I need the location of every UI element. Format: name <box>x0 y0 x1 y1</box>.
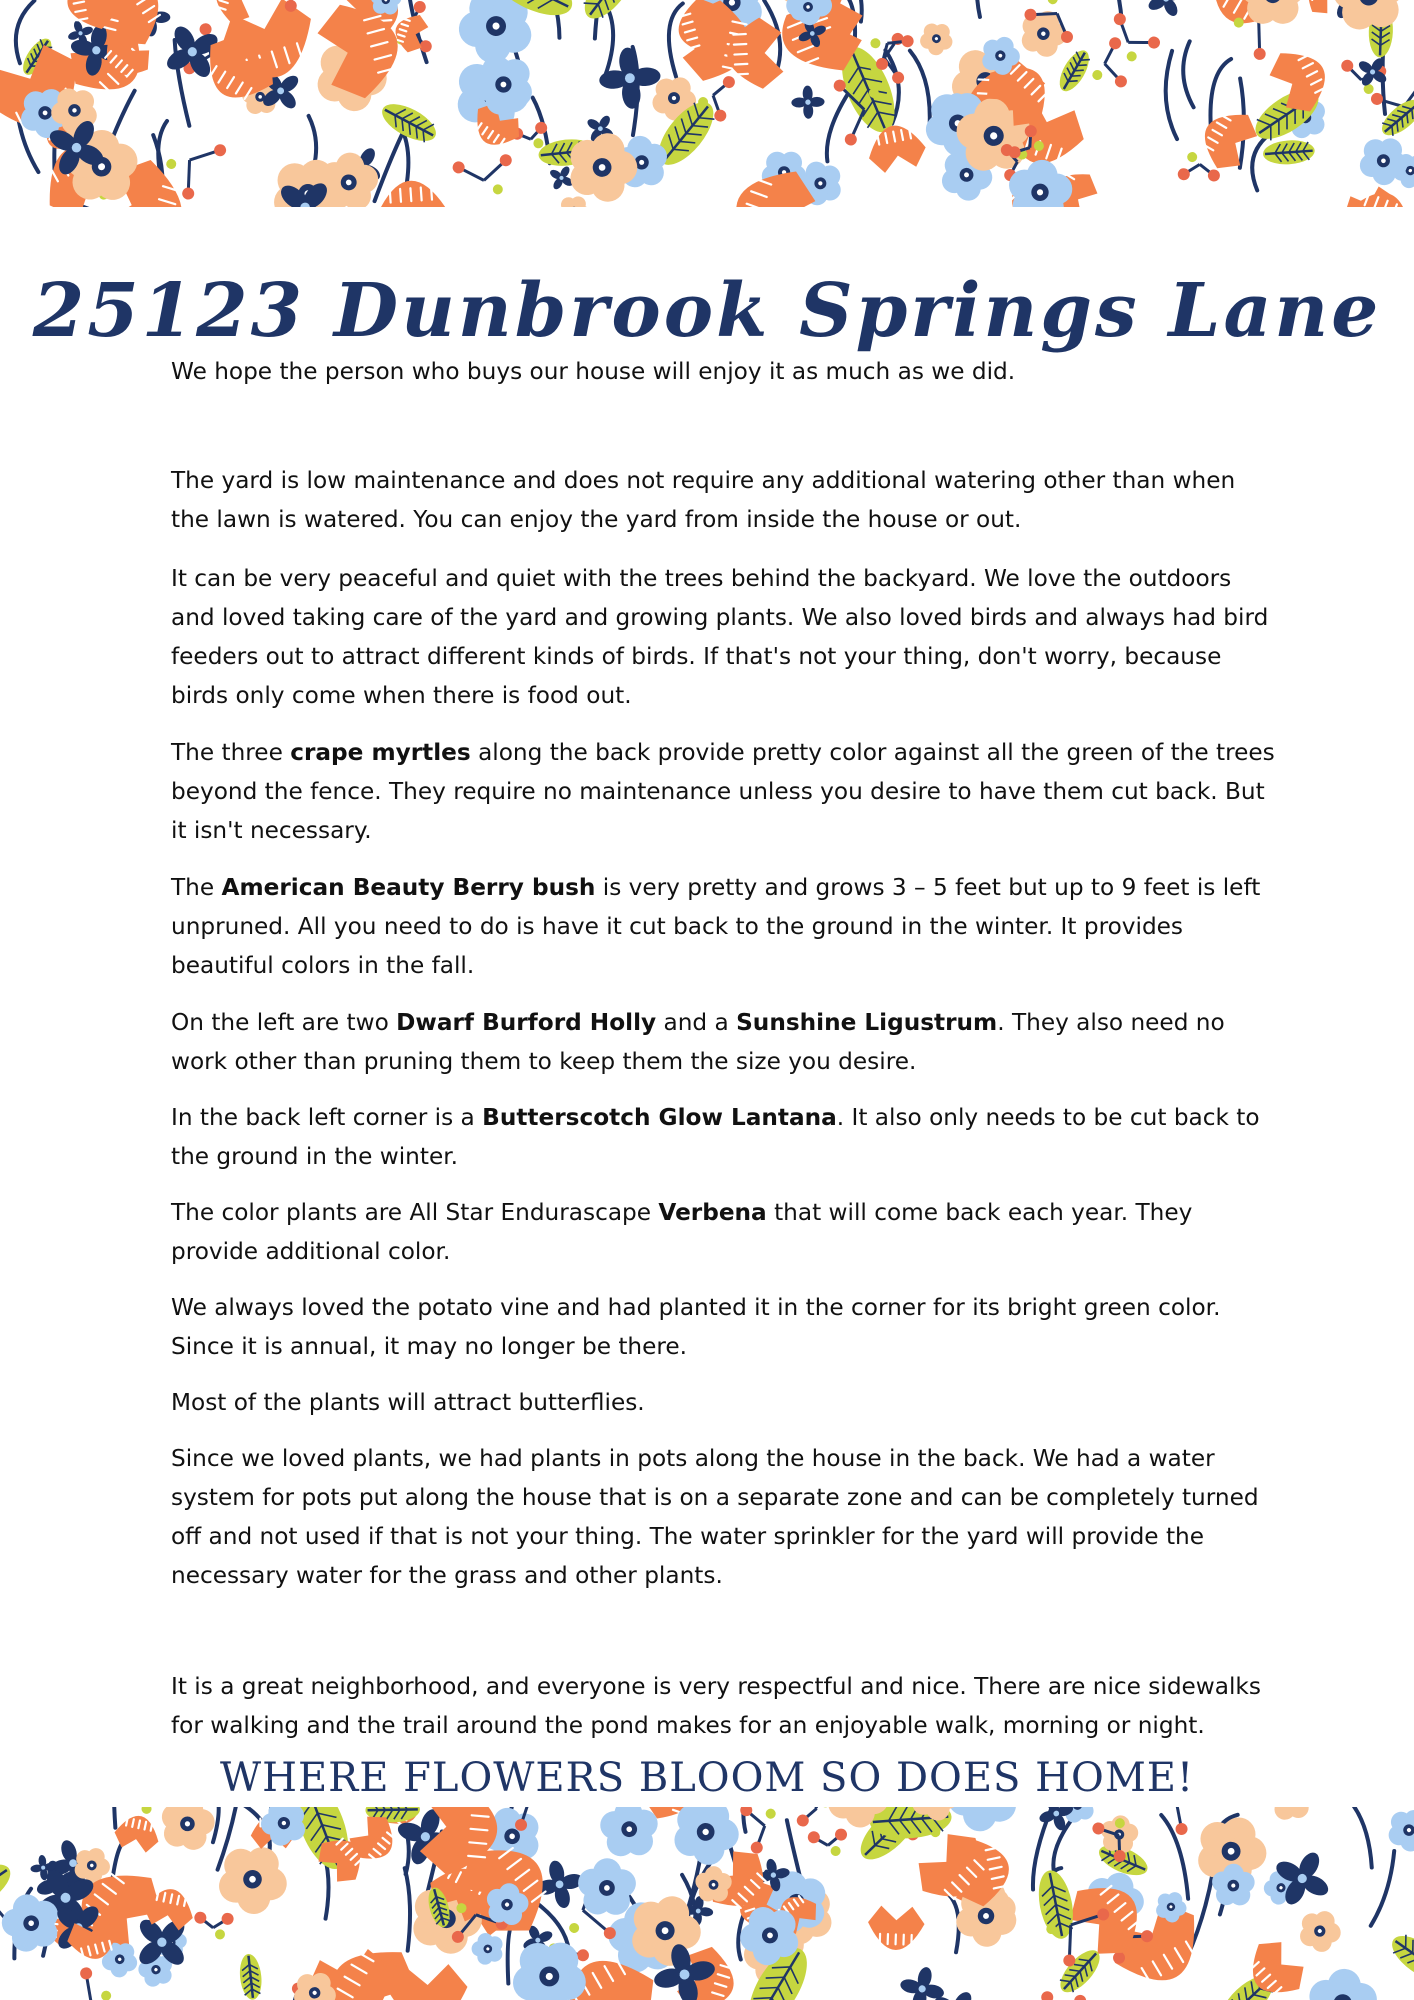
text-run: The three <box>171 739 291 767</box>
text-run: The <box>171 874 222 902</box>
paragraph-intro <box>171 352 1276 391</box>
paragraph-lantana <box>171 1098 1276 1176</box>
text-run: is very pretty and grows 3 – 5 feet but up to 9 feet is left unpruned. All you need to do is have it cut back to the ground in the winter. It provides beautiful colors in the fall. <box>171 874 1261 980</box>
text-run: along the back provide pretty color against all the green of the trees beyond the fence. They require no maintenance unless you desire to have them cut back. But it isn't necessary. <box>171 739 1275 845</box>
floral-pattern <box>0 1807 1414 2000</box>
plant-name: Dwarf Burford Holly <box>396 1009 657 1037</box>
text-run: On the left are two <box>171 1009 397 1037</box>
plant-name: American Beauty Berry bush <box>221 874 596 902</box>
paragraph-water-system <box>171 1439 1276 1595</box>
text-run: . They also need no work other than pruning them to keep them the size you desire. <box>171 1009 1225 1076</box>
paragraph-neighborhood <box>171 1667 1276 1745</box>
paragraph-yard <box>171 461 1276 539</box>
flower-icon <box>512 1942 586 2000</box>
text-run: We always loved the potato vine and had planted it in the corner for its bright green color. Since it is annual, it may no longer be there. <box>171 1294 1221 1361</box>
tagline: WHERE FLOWERS BLOOM SO DOES HOME! <box>219 1755 1195 1801</box>
text-run: that will come back each year. They provide additional color. <box>171 1199 1193 1266</box>
text-run: and a <box>656 1009 737 1037</box>
page-title: 25123 Dunbrook Springs Lane <box>32 267 1382 354</box>
paragraph-crape-myrtles <box>171 733 1276 850</box>
paragraph-butterflies <box>171 1383 1276 1422</box>
text-run: We hope the person who buys our house will enjoy it as much as we did. <box>171 358 1016 386</box>
plant-name: crape myrtles <box>290 739 471 767</box>
text-run: . It also only needs to be cut back to the ground in the winter. <box>171 1104 1260 1171</box>
text-run: It is a great neighborhood, and everyone is very respectful and nice. There are nice sidewalks for walking and the trail around the pond makes for an enjoyable walk, morning or night. <box>171 1673 1261 1740</box>
text-run: The color plants are All Star Endurascape <box>171 1199 659 1227</box>
paragraph-beauty-berry <box>171 868 1276 985</box>
paragraph-backyard <box>171 559 1276 715</box>
floral-pattern <box>0 0 1414 207</box>
floral-banner-top <box>0 0 1414 207</box>
plant-name: Sunshine Ligustrum <box>736 1009 998 1037</box>
text-run: Since we loved plants, we had plants in pots along the house in the back. We had a water system for pots put along the house that is on a separate zone and can be completely turned off and not used if that is not your thing. The water sprinkler for the yard will provide the necessary water for the grass and other plants. <box>171 1445 1259 1590</box>
text-run: In the back left corner is a <box>171 1104 483 1132</box>
text-run: It can be very peaceful and quiet with the trees behind the backyard. We love the outdoors and loved taking care of the yard and growing plants. We also loved birds and always had bird feeders out to attract different kinds of birds. If that's not your thing, don't worry, because birds only come when there is food out. <box>171 565 1269 710</box>
text-run: Most of the plants will attract butterflies. <box>171 1389 645 1417</box>
stem-shape <box>114 1807 117 1828</box>
paragraph-verbena <box>171 1193 1276 1271</box>
plant-name: Verbena <box>658 1199 767 1227</box>
floral-banner-bottom <box>0 1807 1414 2000</box>
paragraph-potato-vine <box>171 1288 1276 1366</box>
text-run: The yard is low maintenance and does not require any additional watering other than when the lawn is watered. You can enjoy the yard from inside the house or out. <box>171 467 1236 534</box>
paragraph-holly-ligustrum <box>171 1003 1276 1081</box>
plant-name: Butterscotch Glow Lantana <box>482 1104 837 1132</box>
